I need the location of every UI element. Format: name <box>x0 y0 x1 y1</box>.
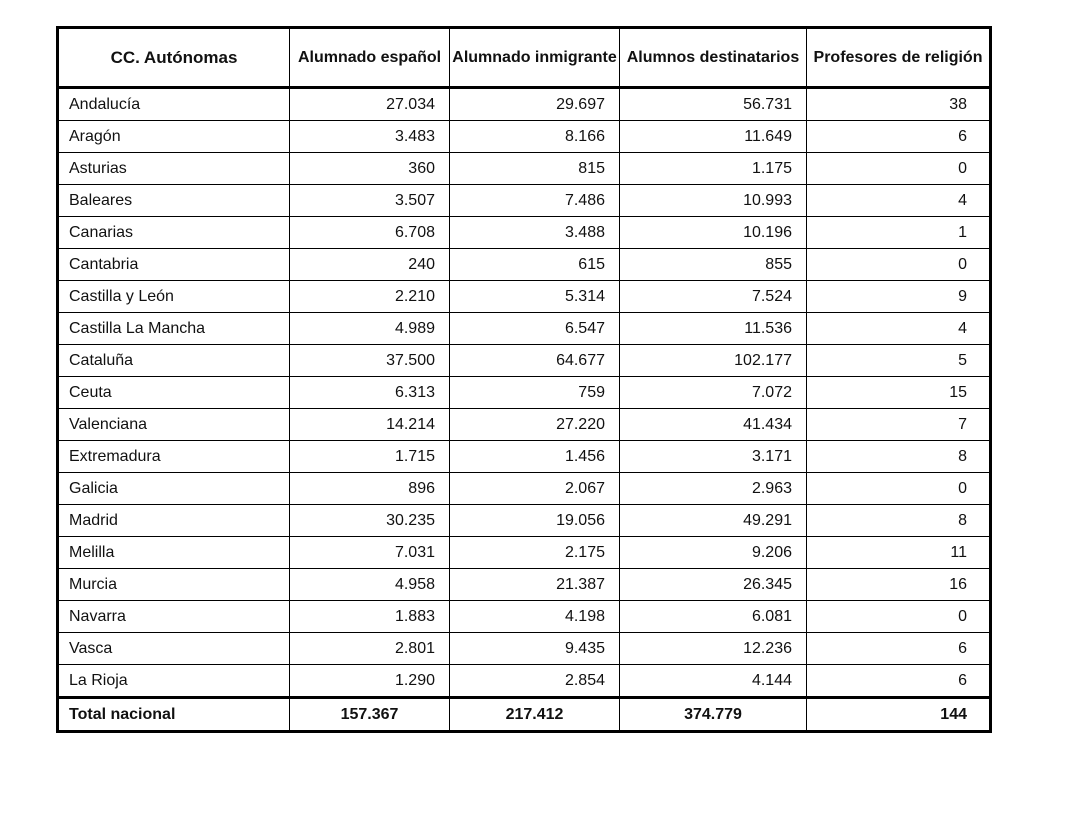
cell-spanish-students: 1.715 <box>290 441 450 473</box>
header-spanish-students: Alumnado español <box>290 28 450 88</box>
cell-spanish-students: 2.801 <box>290 633 450 665</box>
header-row <box>58 28 991 88</box>
cell-religion-teachers: 5 <box>807 345 991 377</box>
cell-region-name: Galicia <box>58 473 290 505</box>
table-row <box>58 665 991 698</box>
table-row <box>58 345 991 377</box>
table-row <box>58 377 991 409</box>
cell-immigrant-students: 3.488 <box>450 217 620 249</box>
cell-region-name: Andalucía <box>58 88 290 121</box>
table-row <box>58 569 991 601</box>
cell-religion-teachers: 1 <box>807 217 991 249</box>
cell-immigrant-students: 6.547 <box>450 313 620 345</box>
cell-immigrant-students: 64.677 <box>450 345 620 377</box>
table-row <box>58 281 991 313</box>
cell-immigrant-students: 5.314 <box>450 281 620 313</box>
table-row <box>58 249 991 281</box>
cell-region-name: Cataluña <box>58 345 290 377</box>
cell-religion-teachers: 6 <box>807 121 991 153</box>
cell-religion-teachers: 0 <box>807 249 991 281</box>
table-body <box>58 88 991 698</box>
cell-religion-teachers: 16 <box>807 569 991 601</box>
cell-target-students: 26.345 <box>620 569 807 601</box>
cell-spanish-students: 3.507 <box>290 185 450 217</box>
cell-spanish-students: 6.708 <box>290 217 450 249</box>
cell-religion-teachers: 4 <box>807 185 991 217</box>
cell-region-name: Extremadura <box>58 441 290 473</box>
table-row <box>58 121 991 153</box>
total-religion-teachers: 144 <box>807 698 991 732</box>
cell-religion-teachers: 0 <box>807 153 991 185</box>
cell-religion-teachers: 8 <box>807 441 991 473</box>
cell-spanish-students: 3.483 <box>290 121 450 153</box>
cell-immigrant-students: 21.387 <box>450 569 620 601</box>
table-row <box>58 217 991 249</box>
cell-target-students: 56.731 <box>620 88 807 121</box>
cell-target-students: 6.081 <box>620 601 807 633</box>
table-row <box>58 185 991 217</box>
cell-spanish-students: 4.989 <box>290 313 450 345</box>
cell-immigrant-students: 2.854 <box>450 665 620 698</box>
cell-target-students: 11.649 <box>620 121 807 153</box>
cell-target-students: 41.434 <box>620 409 807 441</box>
cell-region-name: Cantabria <box>58 249 290 281</box>
cell-immigrant-students: 27.220 <box>450 409 620 441</box>
cell-target-students: 7.072 <box>620 377 807 409</box>
cell-religion-teachers: 4 <box>807 313 991 345</box>
cell-spanish-students: 4.958 <box>290 569 450 601</box>
cell-religion-teachers: 0 <box>807 473 991 505</box>
cell-region-name: Murcia <box>58 569 290 601</box>
cell-target-students: 7.524 <box>620 281 807 313</box>
data-table <box>56 26 992 733</box>
cell-target-students: 855 <box>620 249 807 281</box>
cell-region-name: Madrid <box>58 505 290 537</box>
total-row <box>58 698 991 732</box>
cell-region-name: Valenciana <box>58 409 290 441</box>
cell-religion-teachers: 8 <box>807 505 991 537</box>
cell-religion-teachers: 7 <box>807 409 991 441</box>
cell-religion-teachers: 6 <box>807 633 991 665</box>
table-row <box>58 313 991 345</box>
cell-immigrant-students: 29.697 <box>450 88 620 121</box>
cell-spanish-students: 2.210 <box>290 281 450 313</box>
cell-spanish-students: 37.500 <box>290 345 450 377</box>
cell-target-students: 49.291 <box>620 505 807 537</box>
total-target-students: 374.779 <box>620 698 807 732</box>
cell-target-students: 4.144 <box>620 665 807 698</box>
cell-spanish-students: 896 <box>290 473 450 505</box>
cell-target-students: 102.177 <box>620 345 807 377</box>
cell-spanish-students: 1.883 <box>290 601 450 633</box>
cell-religion-teachers: 15 <box>807 377 991 409</box>
cell-religion-teachers: 11 <box>807 537 991 569</box>
table-row <box>58 601 991 633</box>
cell-immigrant-students: 9.435 <box>450 633 620 665</box>
cell-region-name: Baleares <box>58 185 290 217</box>
table-row <box>58 441 991 473</box>
cell-target-students: 10.196 <box>620 217 807 249</box>
cell-immigrant-students: 2.175 <box>450 537 620 569</box>
cell-region-name: La Rioja <box>58 665 290 698</box>
cell-immigrant-students: 8.166 <box>450 121 620 153</box>
cell-target-students: 10.993 <box>620 185 807 217</box>
cell-spanish-students: 7.031 <box>290 537 450 569</box>
cell-religion-teachers: 38 <box>807 88 991 121</box>
cell-region-name: Navarra <box>58 601 290 633</box>
total-label: Total nacional <box>58 698 290 732</box>
cell-spanish-students: 14.214 <box>290 409 450 441</box>
header-target-students: Alumnos destinatarios <box>620 28 807 88</box>
cell-region-name: Aragón <box>58 121 290 153</box>
cell-region-name: Canarias <box>58 217 290 249</box>
cell-spanish-students: 1.290 <box>290 665 450 698</box>
cell-spanish-students: 27.034 <box>290 88 450 121</box>
cell-target-students: 12.236 <box>620 633 807 665</box>
table-row <box>58 633 991 665</box>
cell-religion-teachers: 9 <box>807 281 991 313</box>
cell-immigrant-students: 1.456 <box>450 441 620 473</box>
cell-immigrant-students: 4.198 <box>450 601 620 633</box>
cell-target-students: 2.963 <box>620 473 807 505</box>
cell-region-name: Asturias <box>58 153 290 185</box>
table-row <box>58 473 991 505</box>
cell-spanish-students: 360 <box>290 153 450 185</box>
header-region: CC. Autónomas <box>58 28 290 88</box>
table-row <box>58 537 991 569</box>
cell-immigrant-students: 2.067 <box>450 473 620 505</box>
cell-target-students: 3.171 <box>620 441 807 473</box>
header-religion-teachers: Profesores de religión <box>807 28 991 88</box>
cell-target-students: 1.175 <box>620 153 807 185</box>
cell-region-name: Ceuta <box>58 377 290 409</box>
cell-target-students: 11.536 <box>620 313 807 345</box>
total-immigrant-students: 217.412 <box>450 698 620 732</box>
cell-immigrant-students: 815 <box>450 153 620 185</box>
table-row <box>58 88 991 121</box>
cell-spanish-students: 240 <box>290 249 450 281</box>
total-spanish-students: 157.367 <box>290 698 450 732</box>
cell-target-students: 9.206 <box>620 537 807 569</box>
cell-spanish-students: 6.313 <box>290 377 450 409</box>
cell-immigrant-students: 615 <box>450 249 620 281</box>
cell-immigrant-students: 7.486 <box>450 185 620 217</box>
cell-immigrant-students: 19.056 <box>450 505 620 537</box>
table-row <box>58 153 991 185</box>
cell-region-name: Melilla <box>58 537 290 569</box>
cell-region-name: Vasca <box>58 633 290 665</box>
table-row <box>58 505 991 537</box>
cell-region-name: Castilla y León <box>58 281 290 313</box>
cell-spanish-students: 30.235 <box>290 505 450 537</box>
cell-immigrant-students: 759 <box>450 377 620 409</box>
cell-region-name: Castilla La Mancha <box>58 313 290 345</box>
header-immigrant-students: Alumnado inmigrante <box>450 28 620 88</box>
table-row <box>58 409 991 441</box>
cell-religion-teachers: 6 <box>807 665 991 698</box>
cell-religion-teachers: 0 <box>807 601 991 633</box>
